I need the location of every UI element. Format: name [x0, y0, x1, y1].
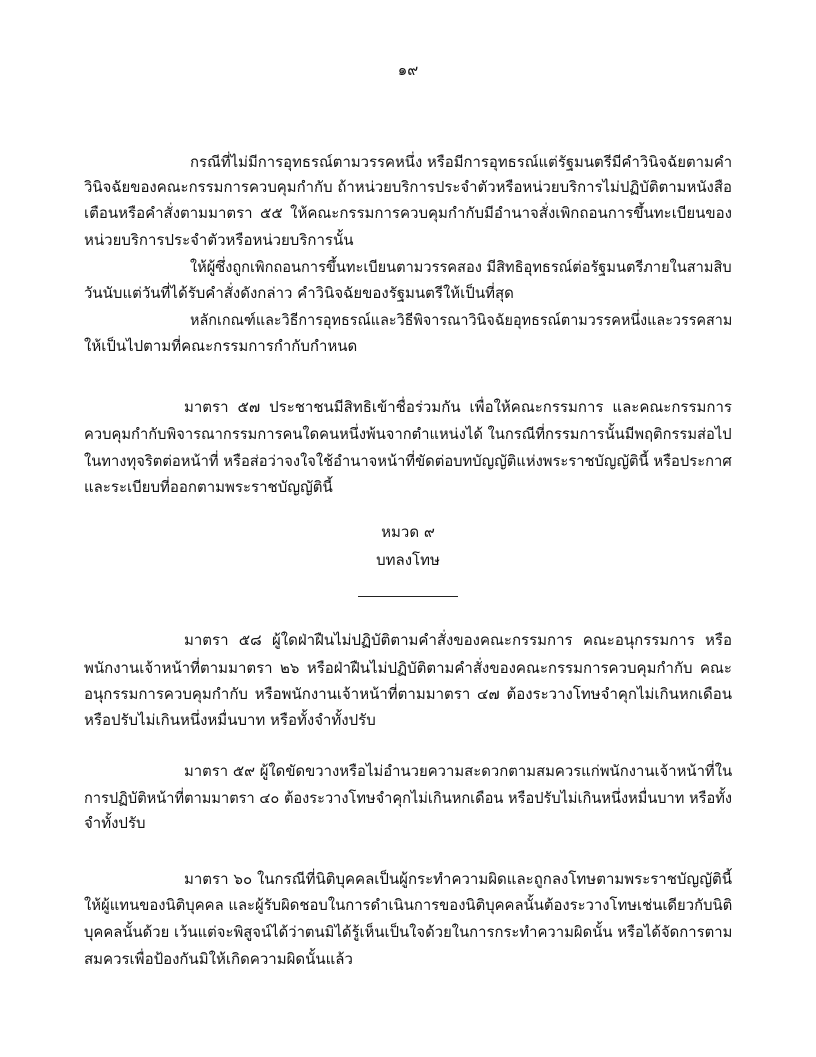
text-line: วินิจฉัยของคณะกรรมการควบคุมกำกับ ถ้าหน่วยบริการประจำตัวหรือหน่วยบริการไม่ปฏิบัติตามหนังสือ [84, 178, 732, 196]
text-line: กรณีที่ไม่มีการอุทธรณ์ตามวรรคหนึ่ง หรือมีการอุทธรณ์แต่รัฐมนตรีมีคำวินิจฉัยตามคำ [190, 153, 733, 171]
text-line: มาตรา ๕๘ ผู้ใดฝ่าฝืนไม่ปฏิบัติตามคำสั่งของคณะกรรมการ คณะอนุกรรมการ หรือ [184, 631, 732, 649]
chapter-number: หมวด ๙ [381, 523, 435, 541]
text-line: ควบคุมกำกับพิจารณากรรมการคนใดคนหนึ่งพ้นจากตำแหน่งได้ ในกรณีที่กรรมการนั้นมีพฤติกรรมส่อไป [84, 425, 732, 443]
text-line: ให้ผู้แทนของนิติบุคคล และผู้รับผิดชอบในการดำเนินการของนิติบุคคลนั้นต้องระวางโทษเช่นเดียวกับนิติ [84, 896, 733, 914]
text-line: วันนับแต่วันที่ได้รับคำสั่งดังกล่าว คำวินิจฉัยของรัฐมนตรีให้เป็นที่สุด [84, 284, 514, 302]
text-line: มาตรา ๖๐ ในกรณีที่นิติบุคคลเป็นผู้กระทำความผิดและถูกลงโทษตามพระราชบัญญัตินี้ [184, 870, 732, 888]
divider [358, 596, 458, 597]
chapter-title: บทลงโทษ [376, 551, 440, 569]
text-line: และระเบียบที่ออกตามพระราชบัญญัตินี้ [84, 478, 333, 496]
text-line: หลักเกณฑ์และวิธีการอุทธรณ์และวิธีพิจารณาวินิจฉัยอุทธรณ์ตามวรรคหนึ่งและวรรคสาม [190, 311, 733, 329]
text-line: มาตรา ๕๗ ประชาชนมีสิทธิเข้าชื่อร่วมกัน เพื่อให้คณะกรรมการ และคณะกรรมการ [184, 398, 732, 416]
text-line: พนักงานเจ้าหน้าที่ตามมาตรา ๒๖ หรือฝ่าฝืนไม่ปฏิบัติตามคำสั่งของคณะกรรมการควบคุมกำกับ คณะ [84, 659, 732, 677]
text-line: ให้เป็นไปตามที่คณะกรรมการกำกับกำหนด [84, 337, 358, 355]
text-line: ให้ผู้ซึ่งถูกเพิกถอนการขึ้นทะเบียนตามวรรคสอง มีสิทธิอุทธรณ์ต่อรัฐมนตรีภายในสามสิบ [190, 258, 732, 276]
text-line: การปฏิบัติหน้าที่ตามมาตรา ๔๐ ต้องระวางโทษจำคุกไม่เกินหกเดือน หรือปรับไม่เกินหนึ่งหมื่นบาท หรือทั้ง [84, 789, 732, 807]
text-line: จำทั้งปรับ [84, 814, 146, 832]
text-line: อนุกรรมการควบคุมกำกับ หรือพนักงานเจ้าหน้าที่ตามมาตรา ๔๗ ต้องระวางโทษจำคุกไม่เกินหกเดือน [84, 685, 732, 703]
text-line: บุคคลนั้นด้วย เว้นแต่จะพิสูจน์ได้ว่าตนมิได้รู้เห็นเป็นใจด้วยในการกระทำความผิดนั้น หรือได้จัดการตาม [84, 923, 733, 941]
text-line: ในทางทุจริตต่อหน้าที่ หรือส่อว่าจงใจใช้อำนาจหน้าที่ขัดต่อบทบัญญัติแห่งพระราชบัญญัตินี้ หรือประกาศ [84, 452, 732, 470]
text-line: สมควรเพื่อป้องกันมิให้เกิดความผิดนั้นแล้ว [84, 950, 353, 968]
text-line: หน่วยบริการประจำตัวหรือหน่วยบริการนั้น [84, 231, 354, 249]
text-line: เตือนหรือคำสั่งตามมาตรา ๕๕ ให้คณะกรรมการควบคุมกำกับมีอำนาจสั่งเพิกถอนการขึ้นทะเบียนของ [84, 204, 732, 222]
text-line: มาตรา ๕๙ ผู้ใดขัดขวางหรือไม่อำนวยความสะดวกตามสมควรแก่พนักงานเจ้าหน้าที่ใน [184, 762, 733, 780]
page-number: ๑๙ [397, 61, 419, 79]
text-line: หรือปรับไม่เกินหนึ่งหมื่นบาท หรือทั้งจำทั้งปรับ [84, 711, 376, 729]
